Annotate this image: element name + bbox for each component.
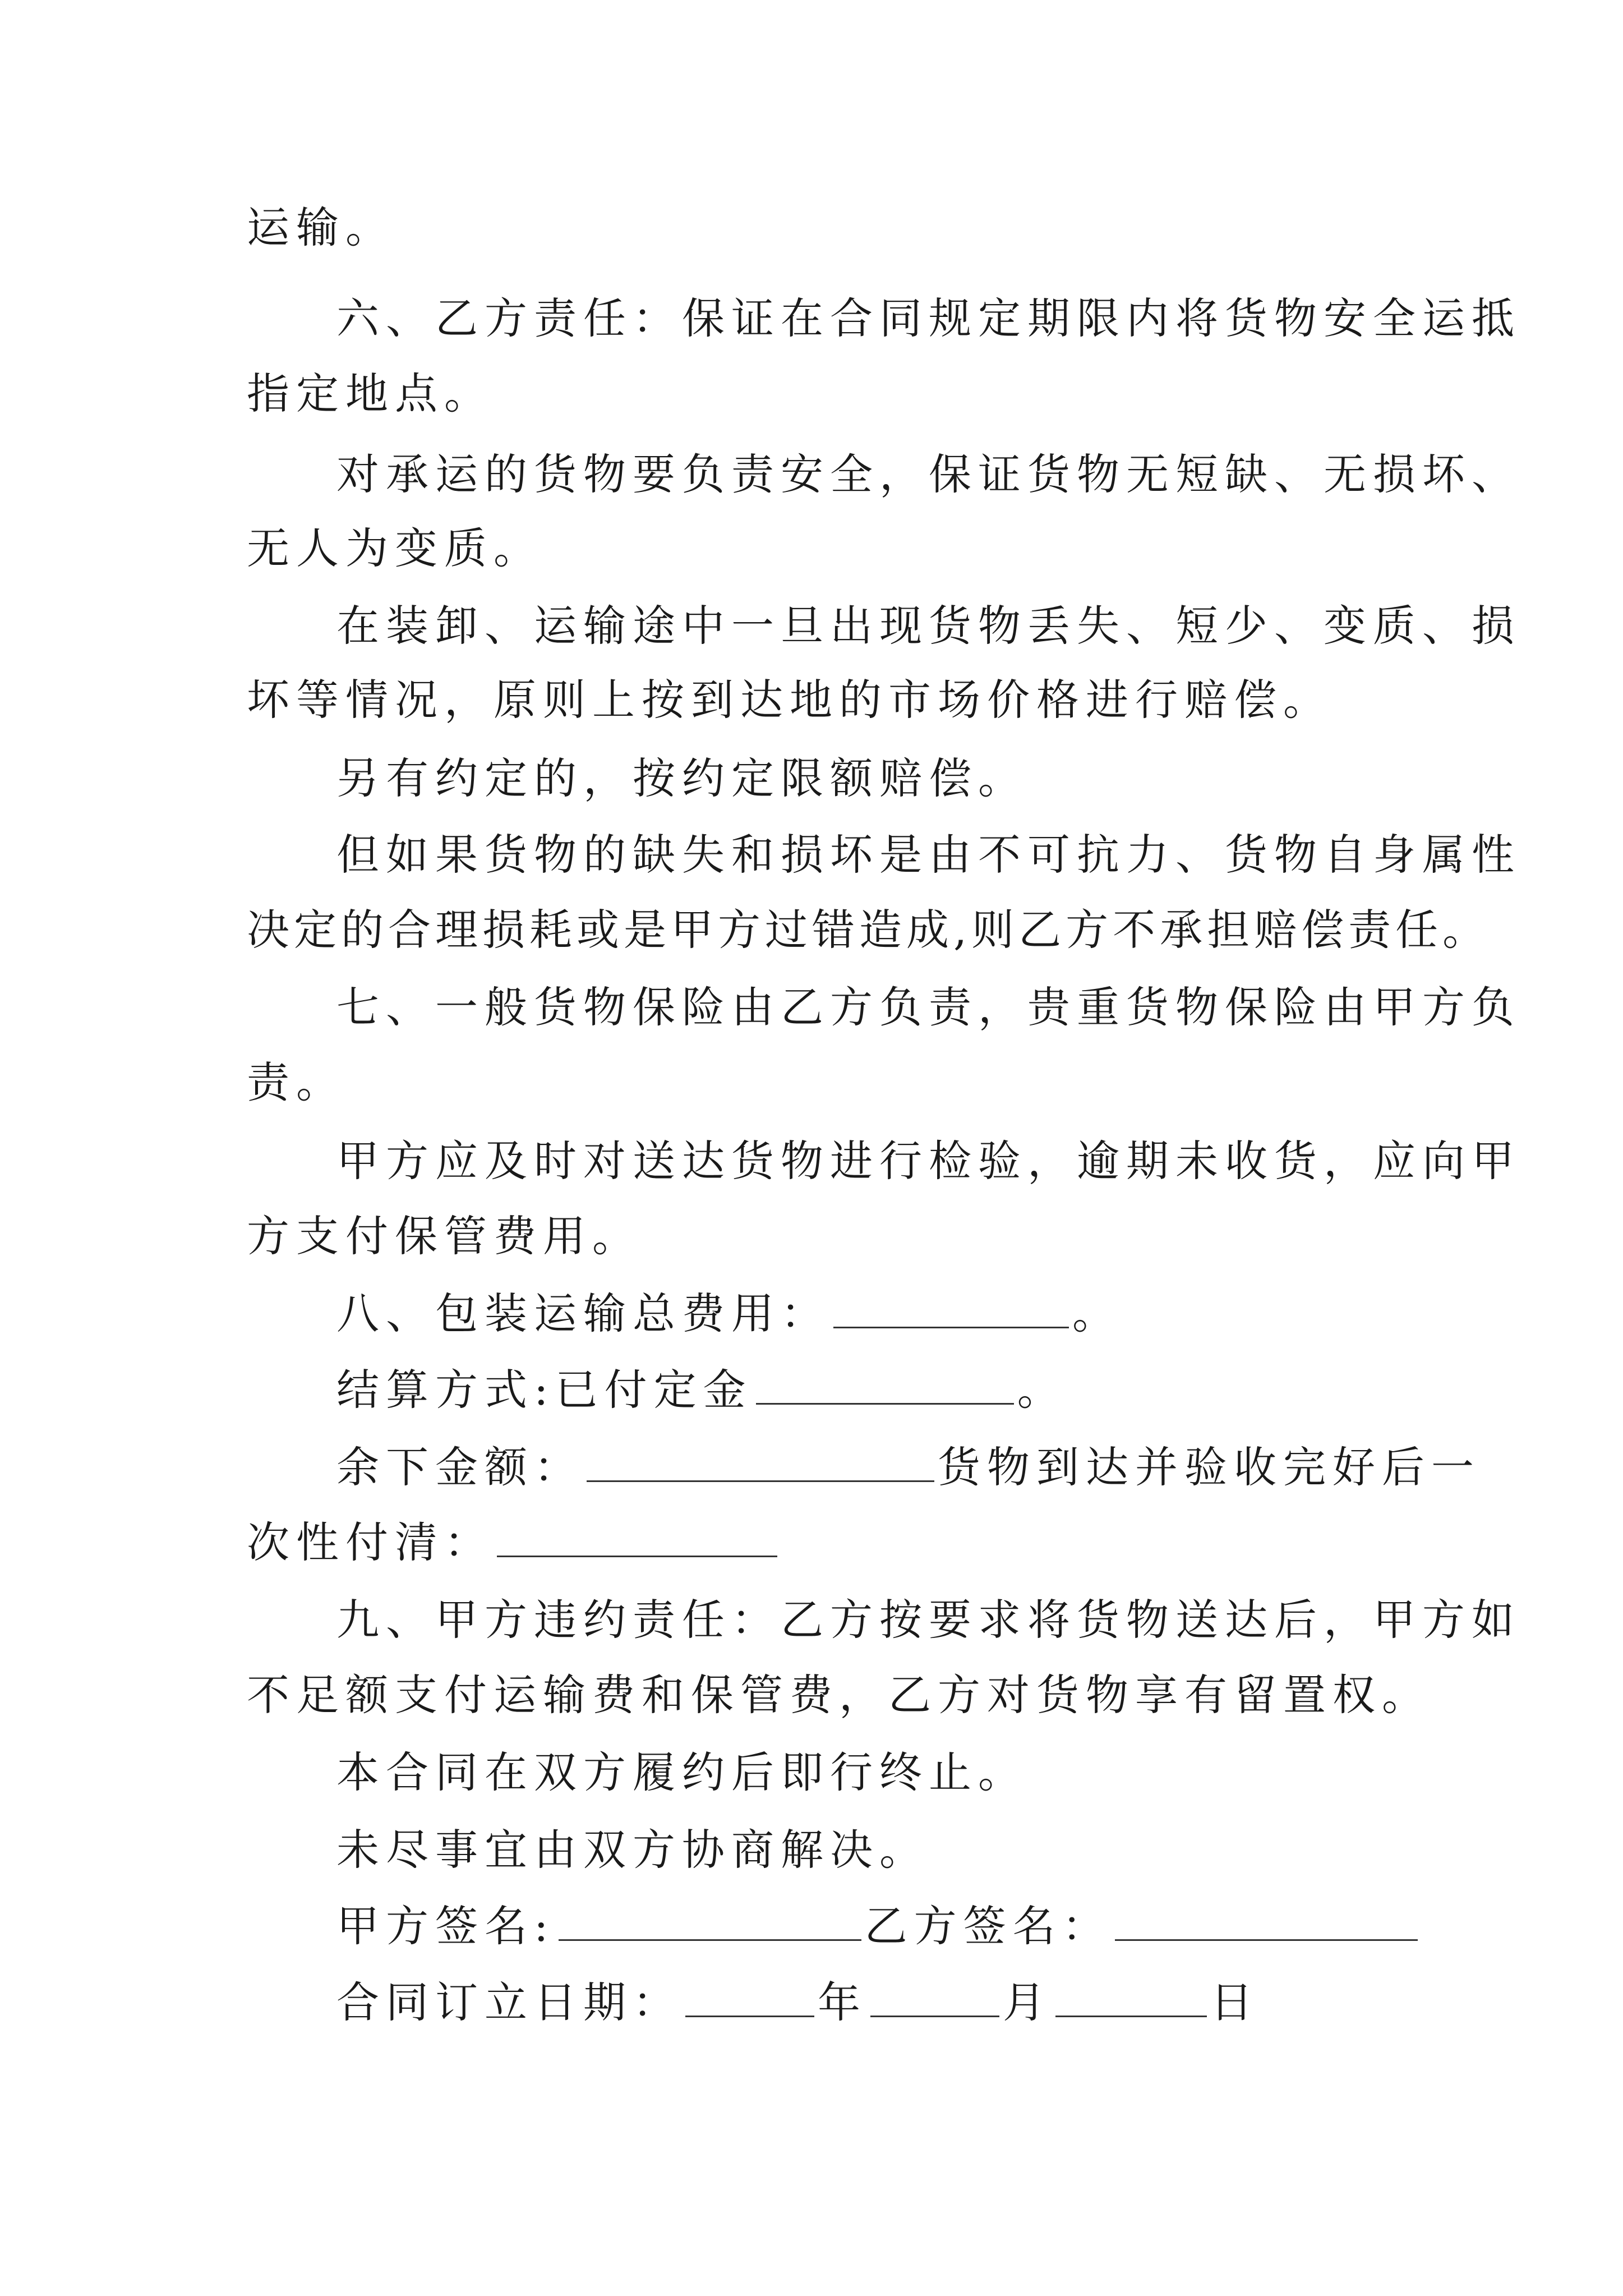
month-label: 月 (1003, 1977, 1052, 2027)
text-line: 甲方应及时对送达货物进行检验，逾期未收货，应向甲 (336, 1136, 1521, 1186)
clause-seven: 七、一般货物保险由乙方负责，贵重货物保险由甲方负 (336, 982, 1521, 1032)
remainder-blank-field[interactable] (587, 1447, 934, 1482)
one-time-blank-field[interactable] (497, 1522, 777, 1557)
text-line: 另有约定的，按约定限额赔偿。 (336, 753, 1027, 803)
party-a-signature-field[interactable] (559, 1906, 861, 1941)
signature-line (336, 1898, 1481, 1954)
date-label: 合同订立日期： (336, 1977, 682, 2027)
clause-six: 六、乙方责任：保证在合同规定期限内将货物安全运抵 (336, 293, 1521, 343)
settlement-label: 结算方式:已付定金 (336, 1365, 753, 1415)
one-time-line (247, 1515, 1391, 1571)
party-b-signature-field[interactable] (1115, 1906, 1418, 1941)
contract-date-line (336, 1975, 1481, 2031)
remainder-line (336, 1439, 1481, 1496)
text-line: 方支付保管费用。 (247, 1211, 642, 1261)
text-line: 但如果货物的缺失和损坏是由不可抗力、货物自身属性 (336, 830, 1521, 880)
deposit-blank-field[interactable] (756, 1369, 1014, 1405)
text-line: 坏等情况，原则上按到达地的市场价格进行赔偿。 (247, 675, 1332, 725)
clause-nine: 九、甲方违约责任：乙方按要求将货物送达后，甲方如 (336, 1595, 1521, 1645)
day-blank-field[interactable] (1055, 1982, 1207, 2017)
year-blank-field[interactable] (685, 1982, 814, 2017)
text-line: 不足额支付运输费和保管费，乙方对货物享有留置权。 (247, 1670, 1431, 1720)
one-time-label: 次性付清： (247, 1517, 494, 1567)
text-line: 决定的合理损耗或是甲方过错造成,则乙方不承担赔偿责任。 (247, 905, 1490, 955)
text-line: 无人为变质。 (247, 523, 543, 573)
text-line: 在装卸、运输途中一旦出现货物丢失、短少、变质、损 (336, 601, 1521, 651)
party-b-sign-label: 乙方签名： (864, 1901, 1112, 1951)
text-line: 指定地点。 (247, 369, 494, 418)
day-label: 日 (1210, 1977, 1260, 2027)
text-line: 运输。 (247, 203, 395, 252)
settlement-line (336, 1362, 1481, 1418)
party-a-sign-label: 甲方签名: (336, 1901, 555, 1951)
remainder-text: 货物到达并验收完好后一 (938, 1442, 1481, 1492)
text-line: 对承运的货物要负责安全，保证货物无短缺、无损坏、 (336, 449, 1521, 499)
month-blank-field[interactable] (870, 1982, 999, 2017)
text-line: 本合同在双方履约后即行终止。 (336, 1747, 1027, 1797)
fee-blank-field[interactable] (833, 1293, 1069, 1328)
text-line: 未尽事宜由双方协商解决。 (336, 1825, 929, 1875)
remainder-label: 余下金额： (336, 1442, 583, 1492)
settlement-end: 。 (1017, 1365, 1067, 1415)
year-label: 年 (818, 1977, 867, 2027)
text-line: 责。 (247, 1057, 345, 1107)
fee-end: 。 (1072, 1289, 1122, 1338)
fee-label: 八、包装运输总费用： (336, 1289, 830, 1338)
fee-line (336, 1286, 1481, 1342)
